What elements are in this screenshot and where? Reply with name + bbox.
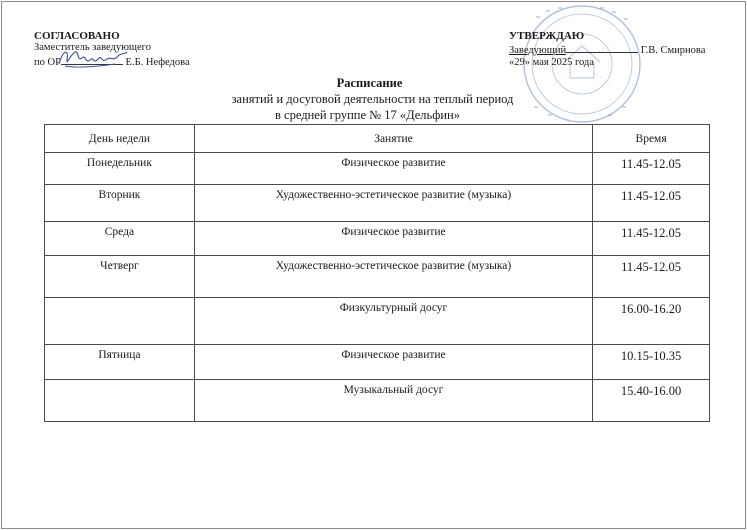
table-row bbox=[45, 256, 710, 298]
row-day bbox=[45, 298, 195, 345]
approved-position: Заведующий bbox=[509, 45, 567, 56]
header-time: Время bbox=[593, 125, 710, 153]
row-activity: Художественно-эстетическое развитие (музыка) bbox=[194, 185, 592, 222]
row-activity: Физическое развитие bbox=[194, 345, 592, 380]
row-time: 16.00-16.20 bbox=[593, 298, 710, 345]
approval-block-approved bbox=[509, 30, 705, 69]
agreed-title: СОГЛАСОВАНО bbox=[34, 30, 120, 42]
row-day: Понедельник bbox=[45, 153, 195, 185]
row-day: Четверг bbox=[45, 256, 195, 298]
signature-left-image bbox=[55, 44, 130, 72]
table-row bbox=[45, 345, 710, 380]
row-time: 11.45-12.05 bbox=[593, 256, 710, 298]
row-day: Пятница bbox=[45, 345, 195, 380]
row-time: 11.45-12.05 bbox=[593, 222, 710, 256]
document-subtitle-1: занятий и досуговой деятельности на теплый период bbox=[231, 92, 514, 106]
document-subtitle-2: в средней группе № 17 «Дельфин» bbox=[275, 108, 460, 122]
approved-signature-line bbox=[509, 42, 705, 57]
row-day bbox=[45, 380, 195, 422]
row-time: 11.45-12.05 bbox=[593, 153, 710, 185]
table-row bbox=[45, 153, 710, 185]
row-time: 11.45-12.05 bbox=[593, 185, 710, 222]
schedule-table bbox=[44, 124, 710, 422]
table-row bbox=[45, 380, 710, 422]
document-title: Расписание bbox=[336, 76, 403, 90]
row-activity: Физическое развитие bbox=[194, 222, 592, 256]
row-activity: Музыкальный досуг bbox=[194, 380, 592, 422]
table-row bbox=[45, 222, 710, 256]
row-day: Среда bbox=[45, 222, 195, 256]
row-time: 15.40-16.00 bbox=[593, 380, 710, 422]
table-header-row bbox=[45, 125, 710, 153]
row-time: 10.15-10.35 bbox=[593, 345, 710, 380]
approved-date: «29» мая 2025 года bbox=[509, 57, 594, 68]
agreed-name: Е.Б. Нефедова bbox=[125, 57, 190, 68]
row-day: Вторник bbox=[45, 185, 195, 222]
header-day: День недели bbox=[45, 125, 195, 153]
header-activity: Занятие bbox=[194, 125, 592, 153]
row-activity: Физкультурный досуг bbox=[194, 298, 592, 345]
table-row bbox=[45, 185, 710, 222]
agreed-org-prefix: по ОР bbox=[34, 57, 61, 68]
table-row bbox=[45, 298, 710, 345]
row-activity: Физическое развитие bbox=[194, 153, 592, 185]
approved-title: УТВЕРЖДАЮ bbox=[509, 30, 585, 42]
agreed-position: Заместитель заведующего bbox=[34, 42, 151, 53]
row-activity: Художественно-эстетическое развитие (музыка) bbox=[194, 256, 592, 298]
signature-line-right bbox=[566, 42, 638, 53]
approved-name: Г.В. Смирнова bbox=[640, 45, 706, 56]
